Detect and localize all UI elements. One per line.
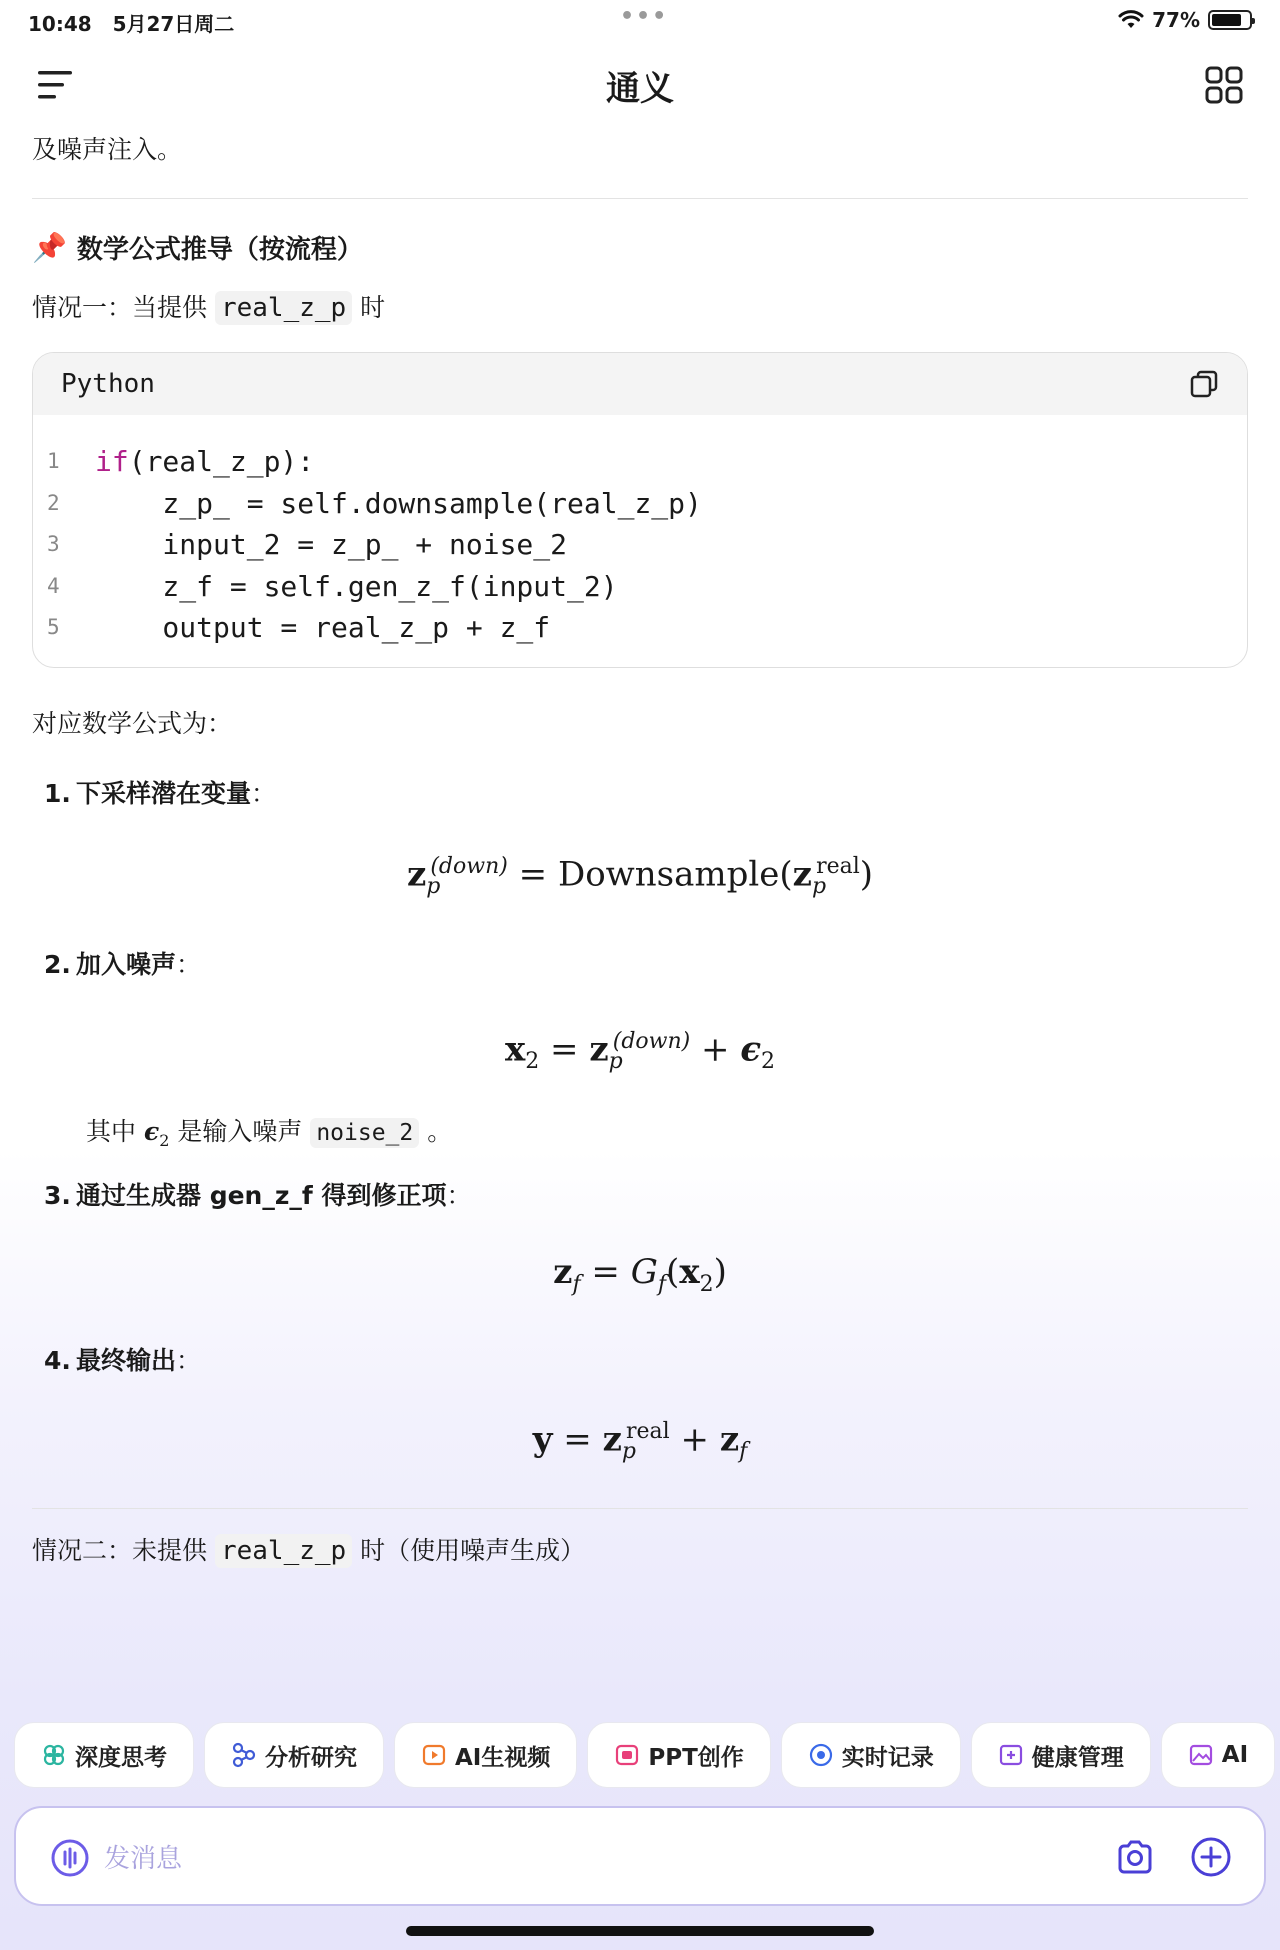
status-bar xyxy=(0,0,1280,40)
code-line: 5 output = real_z_p + z_f xyxy=(47,611,551,644)
section-heading: 📌 数学公式推导（按流程） xyxy=(32,231,363,265)
inline-code: noise_2 xyxy=(310,1118,419,1148)
formula-intro: 对应数学公式为： xyxy=(32,708,233,738)
message-input[interactable]: 发消息 xyxy=(104,1844,183,1874)
video-icon xyxy=(421,1742,447,1768)
battery-icon xyxy=(1208,10,1252,30)
ppt-icon xyxy=(614,1742,640,1768)
chip-ai-video[interactable]: AI生视频 xyxy=(394,1722,577,1788)
code-body xyxy=(33,415,1247,667)
inline-code: real_z_p xyxy=(215,291,352,325)
wifi-icon xyxy=(1118,10,1144,30)
code-line: 3 input_2 = z_p_ + noise_2 xyxy=(47,528,568,561)
battery-percent: 77% xyxy=(1152,8,1200,32)
chat-content xyxy=(32,130,1248,1571)
chip-ppt[interactable]: PPT创作 xyxy=(587,1722,770,1788)
chip-ai-image[interactable]: AI xyxy=(1161,1722,1275,1788)
step-1: 1. 下采样潜在变量： xyxy=(44,778,277,808)
quick-actions-bar xyxy=(14,1722,1280,1790)
formula-downsample: $z_p^{(down)}$ = $Downsample(z_p^{real})$ xyxy=(406,853,874,899)
code-line: 2 z_p_ = self.downsample(real_z_p) xyxy=(47,486,702,520)
add-icon[interactable] xyxy=(1190,1836,1232,1878)
noise-note: 其中 $\epsilon_2$ 是输入噪声 noise_2 。 xyxy=(86,1116,453,1150)
code-language-label: Python xyxy=(61,369,155,399)
multitask-dots[interactable]: ••• xyxy=(620,4,669,29)
research-icon xyxy=(231,1742,257,1768)
status-time: 10:48 5月27日周二 xyxy=(28,12,235,36)
code-line: 1 if(real_z_p): xyxy=(47,445,315,478)
page-title: 通义 xyxy=(606,69,674,109)
chip-research[interactable]: 分析研究 xyxy=(204,1722,384,1788)
home-indicator[interactable] xyxy=(406,1926,874,1936)
chip-health[interactable]: 健康管理 xyxy=(971,1722,1151,1788)
formula-add-noise: $x_2 = z_p^{(down)} + \epsilon_2$ xyxy=(504,1028,776,1074)
code-block xyxy=(32,352,1248,668)
health-icon xyxy=(998,1742,1024,1768)
step-4: 4. 最终输出： xyxy=(44,1345,202,1375)
formula-generator: $z_f = G_f(x_2)$ xyxy=(553,1251,727,1297)
inline-code: real_z_p xyxy=(215,1534,352,1568)
case1-line: 情况一：当提供 real_z_p 时 xyxy=(32,293,386,323)
record-icon xyxy=(808,1742,834,1768)
image-icon xyxy=(1188,1742,1214,1768)
message-input-bar xyxy=(14,1806,1266,1906)
copy-icon[interactable] xyxy=(1189,369,1219,399)
divider xyxy=(32,1508,1248,1509)
step-2: 2. 加入噪声： xyxy=(44,949,202,979)
chip-deep-think[interactable]: 深度思考 xyxy=(14,1722,194,1788)
formula-output: $y = z_p^{real} + z_f$ xyxy=(532,1418,748,1464)
step-3: 3. 通过生成器 gen_z_f 得到修正项： xyxy=(44,1180,472,1210)
deep-think-icon xyxy=(41,1742,67,1768)
voice-input-icon[interactable] xyxy=(50,1838,90,1878)
divider xyxy=(32,198,1248,199)
pushpin-icon: 📌 xyxy=(32,231,67,264)
camera-icon[interactable] xyxy=(1114,1836,1156,1878)
apps-grid-icon[interactable] xyxy=(1204,65,1244,105)
top-bar xyxy=(0,55,1280,115)
chip-realtime-record[interactable]: 实时记录 xyxy=(781,1722,961,1788)
case2-line: 情况二：未提供 real_z_p 时（使用噪声生成） xyxy=(32,1535,586,1566)
code-line: 4 z_f = self.gen_z_f(input_2) xyxy=(47,569,618,603)
intro-tail-text: 及噪声注入。 xyxy=(32,135,183,164)
